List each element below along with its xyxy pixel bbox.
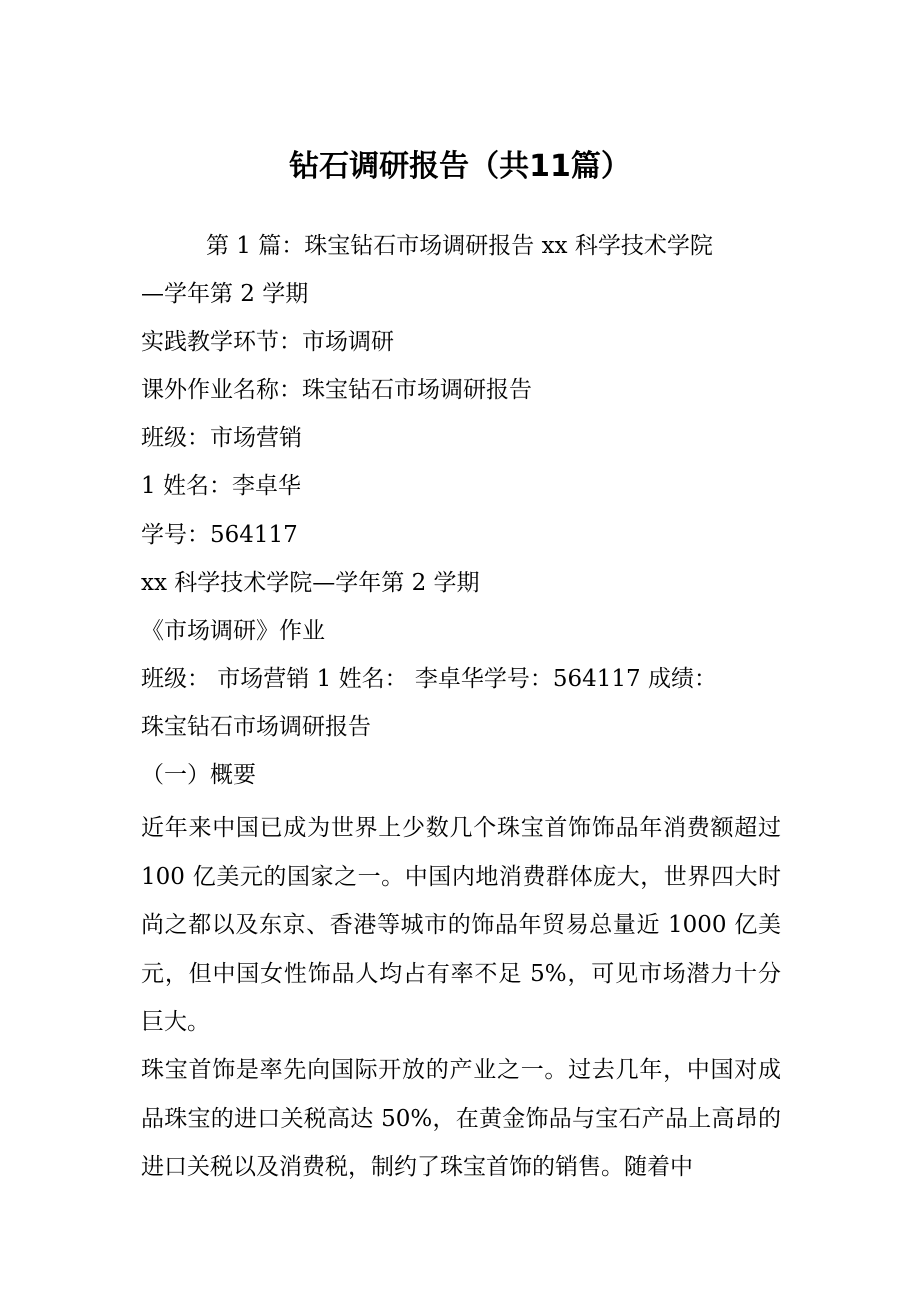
chapter-heading: 第 1 篇：珠宝钻石市场调研报告 xx 科学技术学院 xyxy=(206,233,713,259)
student-id-line: 学号：564117 xyxy=(141,522,298,548)
paragraph-industry: 珠宝首饰是率先向国际开放的产业之一。过去几年，中国对成品珠宝的进口关税高达 50%，在黄金饰品与宝石产品上高昂的进口关税以及消费税，制约了珠宝首饰的销售。随着中 xyxy=(141,1057,781,1180)
document-title: 钻石调研报告（共11篇） xyxy=(289,149,631,184)
practice-section-line: 实践教学环节：市场调研 xyxy=(141,329,394,355)
student-info-line: 班级： 市场营销 1 姓名： 李卓华学号：564117 成绩： xyxy=(141,666,717,692)
class-line: 班级：市场营销 xyxy=(141,425,302,451)
paragraph-overview: 近年来中国已成为世界上少数几个珠宝首饰饰品年消费额超过 100 亿美元的国家之一。中国内地消费群体庞大，世界四大时尚之都以及东京、香港等城市的饰品年贸易总量近 1000 亿美元，但中国女性饰品人均占有率不足 5%，可见市场潜力十分巨大。 xyxy=(141,815,781,1035)
semester-line: —学年第 2 学期 xyxy=(141,281,309,307)
assignment-name-line: 课外作业名称：珠宝钻石市场调研报告 xyxy=(141,377,532,403)
overview-heading: （一）概要 xyxy=(141,762,256,788)
college-semester-line: xx 科学技术学院—学年第 2 学期 xyxy=(141,570,480,596)
course-title-line: 《市场调研》作业 xyxy=(141,618,325,644)
report-title-line: 珠宝钻石市场调研报告 xyxy=(141,714,371,740)
student-name-line: 1 姓名：李卓华 xyxy=(141,473,301,499)
